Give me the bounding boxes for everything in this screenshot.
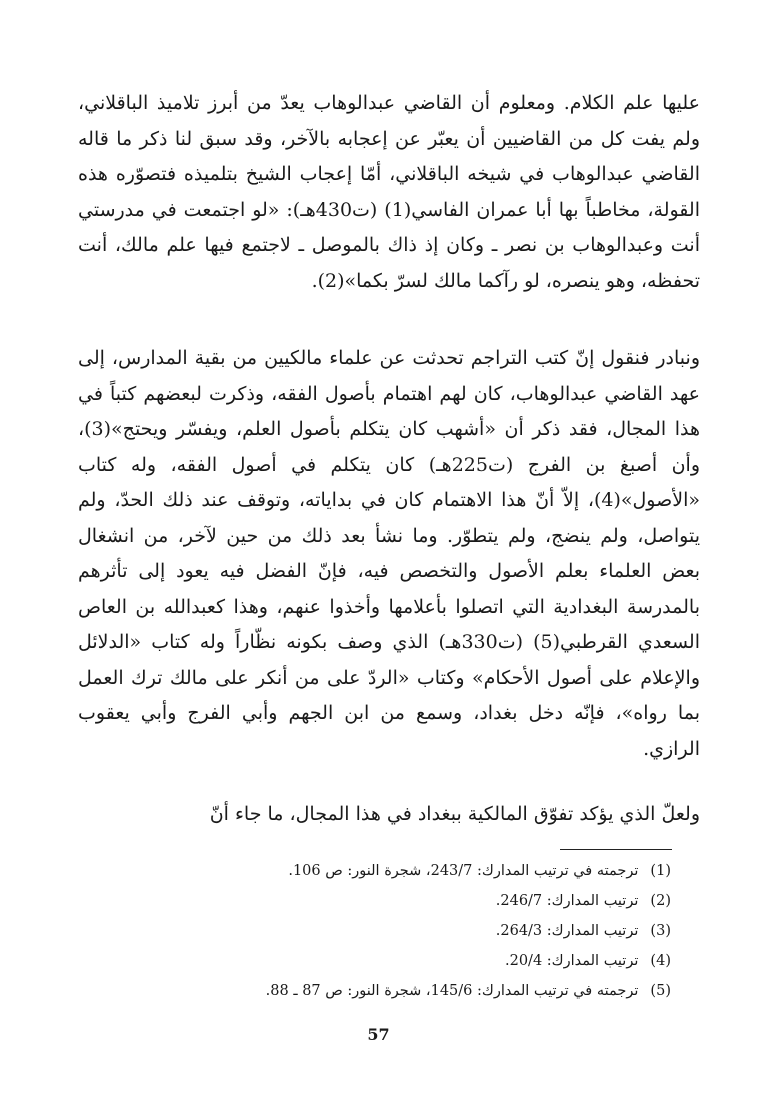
footnote-text: ترجمته في ترتيب المدارك: 243/7، شجرة النور: ص 106. xyxy=(288,863,639,879)
footnote-separator xyxy=(560,849,672,850)
body-paragraph-1 xyxy=(78,86,700,299)
footnote-number: (2) xyxy=(650,893,671,909)
footnote-number: (1) xyxy=(650,863,671,879)
footnote-number: (3) xyxy=(650,923,671,939)
body-paragraph-3 xyxy=(78,797,700,833)
footnote-number: (5) xyxy=(650,983,671,999)
footnote-text: ترتيب المدارك: 264/3. xyxy=(495,923,639,939)
footnote-5 xyxy=(266,981,671,1001)
footnote-number: (4) xyxy=(650,953,671,969)
paragraph-text: ونبادر فنقول إنّ كتب التراجم تحدثت عن علماء مالكيين من بقية المدارس، إلى عهد القاضي عبدالوهاب، كان لهم اهتمام بأصول الفقه، وذكرت لبعضهم كتباً في هذا المجال، فقد ذكر أن «أشهب كان يتكلم بأصول العلم، ويفسّر ويحتج»(3)، وأن أصبغ بن الفرج (ت225هـ) كان يتكلم في أصول الفقه، وله كتاب «الأصول»(4)، إلاّ أنّ هذا الاهتمام كان في بداياته، وتوقف عند ذلك الحدّ، ولم يتواصل، ولم ينضج، ولم يتطوّر. وما نشأ بعد ذلك من حين لآخر، من انشغال بعض العلماء بعلم الأصول والتخصص فيه، فإنّ الفضل فيه يعود إلى تأثرهم بالمدرسة البغدادية التي اتصلوا بأعلامها وأخذوا عنهم، وهذا كعبدالله بن العاص السعدي القرطبي(5) (ت330هـ) الذي وصف بكونه نظّاراً وله كتاب «الدلائل والإعلام على أصول الأحكام» وكتاب «الردّ على من أنكر على مالك ترك العمل بما رواه»، فإنّه دخل بغداد، وسمع من ابن الجهم وأبي الفرج وأبي يعقوب الرازي. xyxy=(78,347,700,760)
footnote-text: ترجمته في ترتيب المدارك: 145/6، شجرة النور: ص 87 ـ 88. xyxy=(265,983,639,999)
footnote-4 xyxy=(505,951,671,971)
footnote-3 xyxy=(496,921,671,941)
body-paragraph-2 xyxy=(78,341,700,767)
footnote-2 xyxy=(496,891,671,911)
paragraph-text: ولعلّ الذي يؤكد تفوّق المالكية ببغداد في هذا المجال، ما جاء أنّ xyxy=(209,803,700,825)
footnote-text: ترتيب المدارك: 20/4. xyxy=(505,953,639,969)
footnote-text: ترتيب المدارك: 246/7. xyxy=(495,893,639,909)
paragraph-text: عليها علم الكلام. ومعلوم أن القاضي عبدالوهاب يعدّ من أبرز تلاميذ الباقلاني، ولم يفت كل من القاضيين أن يعبّر عن إعجابه بالآخر، وقد سبق لنا ذكر ما قاله القاضي عبدالوهاب في شيخه الباقلاني، أمّا إعجاب الشيخ بتلميذه فتصوّره هذه القولة، مخاطباً بها أبا عمران الفاسي(1) (ت430هـ): «لو اجتمعت في مدرستي أنت وعبدالوهاب بن نصر ـ وكان إذ ذاك بالموصل ـ لاجتمع فيها علم مالك، أنت تحفظه، وهو ينصره، لو رآكما مالك لسرّ بكما»(2). xyxy=(78,92,700,292)
page-number: 57 xyxy=(367,1025,390,1044)
footnote-1 xyxy=(288,861,671,881)
